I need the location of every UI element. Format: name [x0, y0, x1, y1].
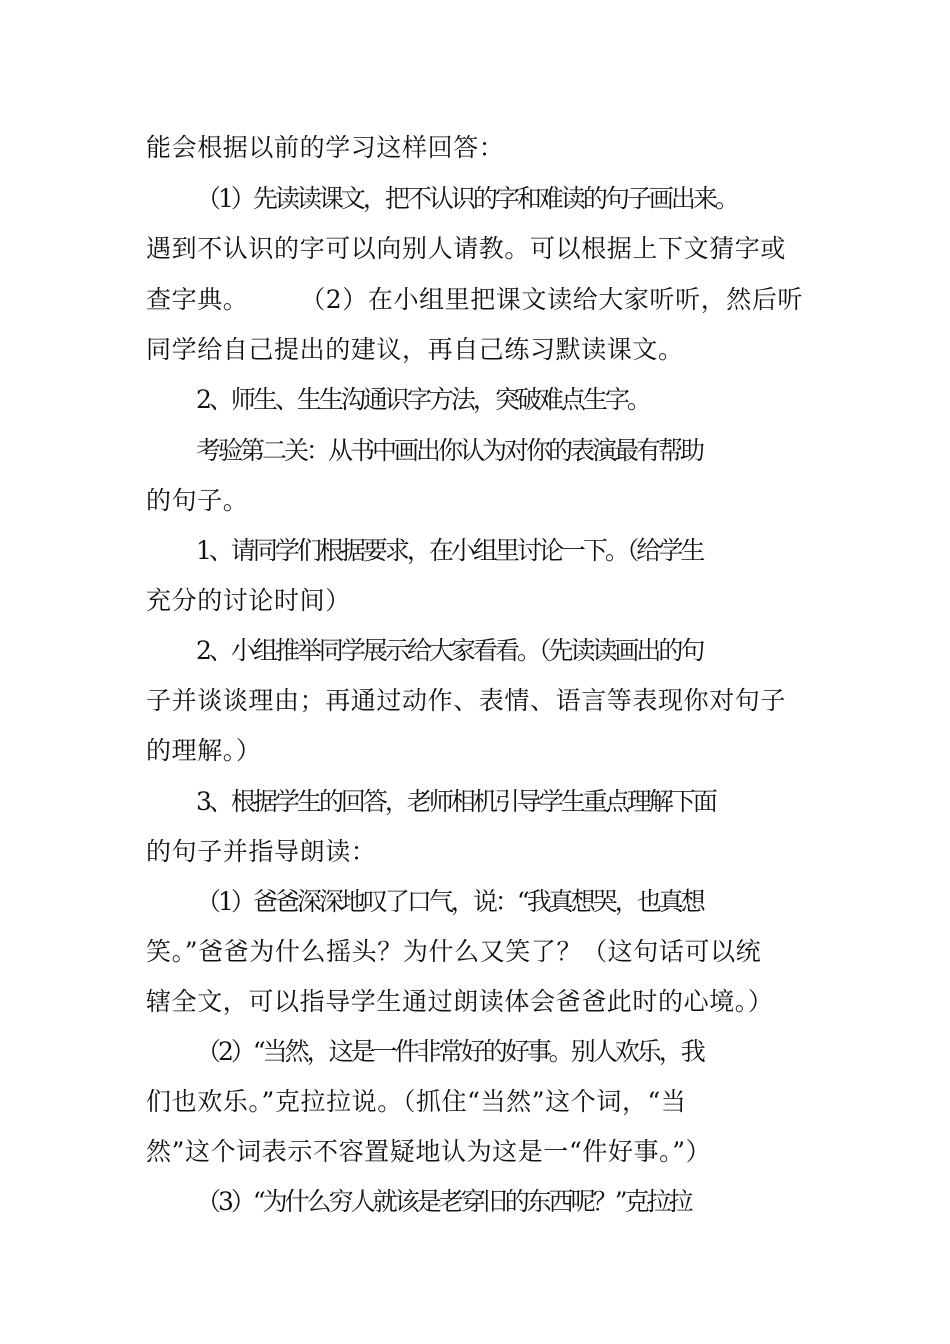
text-line: 3、根据学生的回答，老师相机引导学生重点理解下面 — [196, 787, 715, 816]
text-line: 的理解。） — [146, 736, 262, 765]
text-line: 遇到不认识的字可以向别人请教。可以根据上下文猜字或 — [146, 234, 787, 263]
text-line: 子并谈谈理由；再通过动作、表情、语言等表现你对句子 — [146, 686, 787, 715]
text-line: 充分的讨论时间） — [146, 586, 351, 615]
text-line: （1）先读读课文，把不认识的字和难读的句子画出来。 — [196, 184, 737, 213]
text-line: 笑。”爸爸为什么摇头？为什么又笑了？（这句话可以统 — [146, 937, 762, 966]
text-line: 们也欢乐。”克拉拉说。（抓住“当然”这个词，“当 — [146, 1087, 687, 1116]
text-line: （3）“为什么穷人就该是老穿旧的东西呢？”克拉拉 — [196, 1187, 691, 1216]
text-line: 辖全文，可以指导学生通过朗读体会爸爸此时的心境。） — [146, 987, 774, 1016]
text-line: 的句子并指导朗读： — [146, 837, 377, 866]
text-line: 考验第二关：从书中画出你认为对你的表演最有帮助 — [196, 436, 703, 465]
text-line: 查字典。 （2）在小组里把课文读给大家听听，然后听 — [146, 285, 804, 314]
text-line: （2）“当然，这是一件非常好的好事。别人欢乐，我 — [196, 1037, 703, 1066]
text-line: 的句子。 — [146, 486, 249, 515]
text-line: 1、请同学们根据要求，在小组里讨论一下。（给学生 — [196, 536, 703, 565]
text-line: 然”这个词表示不容置疑地认为这是一“件好事。”） — [146, 1137, 712, 1166]
text-line: （1）爸爸深深地叹了口气，说：“我真想哭，也真想 — [196, 887, 703, 916]
text-line: 2、小组推举同学展示给大家看看。（先读读画出的句 — [196, 636, 703, 665]
text-line: 能会根据以前的学习这样回答： — [146, 133, 505, 162]
text-line: 同学给自己提出的建议，再自己练习默读课文。 — [146, 335, 684, 364]
text-line: 2、师生、生生沟通识字方法，突破难点生字。 — [196, 385, 649, 414]
